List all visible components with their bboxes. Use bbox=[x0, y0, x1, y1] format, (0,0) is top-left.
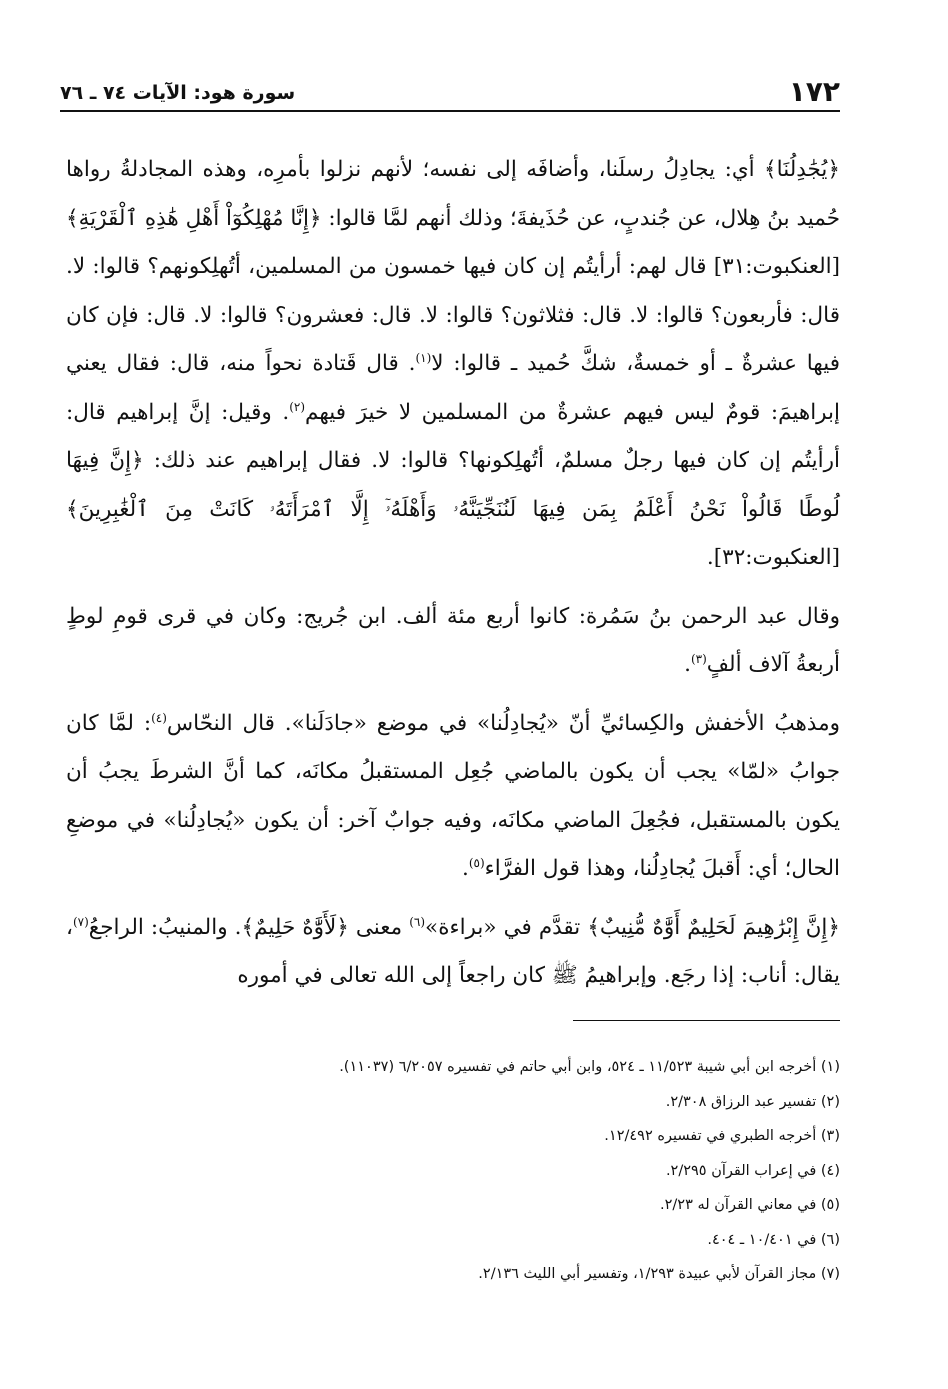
footnote-ref: (٧) bbox=[72, 914, 89, 929]
text-run: : لمَّا كان جوابُ «لمّا» يجب أن يكون بالماضي جُعِل المستقبلُ مكانَه، كما أنَّ الشرطَ يجبُ أن يكون بالمستقبل، فجُعِلَ الماضي مكانَه، وفيه جوابٌ آخر: أن يكون «يُجادِلُنا» في موضعِ الحال؛ أي: أَقبلَ يُجادِلُنا، وهذا قول الفرَّاء bbox=[66, 710, 840, 881]
footnote-ref: (٢) bbox=[289, 399, 306, 414]
footnote-7: (٧) مجاز القرآن لأبي عبيدة ١/٢٩٣، وتفسير أبي الليث ٢/١٣٦. bbox=[478, 1266, 840, 1282]
paragraph bbox=[66, 146, 840, 583]
text-run: ، يقال: أناب: إذا رجَع. وإبراهيمُ ﷺ كان راجعاً إلى الله تعالى في أموره bbox=[66, 914, 840, 988]
footnote-divider bbox=[573, 1020, 840, 1021]
main-text bbox=[66, 146, 840, 1001]
footnote-ref: (٦) bbox=[409, 914, 426, 929]
text-run: . bbox=[462, 856, 469, 881]
text-run: ﴿يُجَٰدِلُنَا﴾ أي: يجادِلُ رسلَنا، وأضافَه إلى نفسه؛ لأنهم نزلوا بأمرِه، وهذه المجادلةُ رواها حُميد بنُ هِلال، عن جُندبٍ، عن حُذَيفةَ؛ وذلك أنهم لمَّا قالوا: ﴿إِنَّا مُهْلِكُوٓاْ أَهْلِ هَٰذِهِ ٱلْقَرْيَةِ﴾ [العنكبوت:٣١] قال لهم: أرأيتُم إن كان فيها خمسون من المسلمين، أتُهلِكونهم؟ قالوا: لا. قال: فأربعون؟ قالوا: لا. قال: فثلاثون؟ قالوا: لا. قال: فعشرون؟ قالوا: لا. قال: فإن كان فيها عشرةٌ ـ أو خمسةٌ، شكَّ حُميد ـ قالوا: لا bbox=[66, 157, 840, 376]
paragraph bbox=[66, 904, 840, 1001]
text-run: . bbox=[684, 652, 691, 677]
footnote-6: (٦) في ١٠/٤٠١ ـ ٤٠٤. bbox=[707, 1231, 840, 1248]
text-run: وقال عبد الرحمن بنُ سَمُرة: كانوا أربع مئة ألف. ابن جُريج: وكان في قرى قومِ لوطٍ أربعةُ آلاف ألفٍ bbox=[66, 603, 840, 677]
footnote-4: (٤) في إعراب القرآن ٢/٢٩٥. bbox=[665, 1162, 840, 1179]
text-run: معنى ﴿لَأَوَّٰهٌ حَلِيمٌ﴾. والمنيبُ: الراجعُ bbox=[88, 914, 410, 940]
text-run: . قال قَتادة نحواً منه، قال: فقال يعني إبراهيمَ: قومٌ ليس فيهم عشرةٌ من المسلمين لا خيرَ فيهم bbox=[66, 351, 840, 425]
footnote-2: (٢) تفسير عبد الرزاق ٢/٣٠٨. bbox=[665, 1093, 840, 1110]
footnotes bbox=[140, 1050, 840, 1292]
sura-title: سورة هود: الآيات ٧٤ ـ ٧٦ bbox=[60, 82, 296, 104]
text-run: ﴿إِنَّ إِبْرَٰهِيمَ لَحَلِيمٌ أَوَّٰهٌ مُّنِيبٌ﴾ تقدَّم في «براءة» bbox=[425, 914, 840, 940]
footnote-ref: (١) bbox=[415, 350, 432, 365]
paragraph bbox=[66, 700, 840, 894]
text-run: ومذهبُ الأخفش والكِسائيِّ أنّ «يُجادِلُنا» في موضع «جادَلَنا». قال النحّاس bbox=[166, 710, 840, 736]
footnote-ref: (٣) bbox=[690, 651, 707, 666]
footnote-3: (٣) أخرجه الطبري في تفسيره ١٢/٤٩٢. bbox=[604, 1128, 840, 1144]
footnote-1: (١) أخرجه ابن أبي شيبة ١١/٥٢٣ ـ ٥٢٤، وابن أبي حاتم في تفسيره ٦/٢٠٥٧ (١١٠٣٧). bbox=[339, 1059, 840, 1075]
paragraph bbox=[66, 593, 840, 690]
footnote-ref: (٥) bbox=[468, 855, 485, 870]
footnote-5: (٥) في معاني القرآن له ٢/٢٣. bbox=[660, 1197, 840, 1213]
page-number: ١٧٢ bbox=[788, 75, 840, 108]
running-header bbox=[60, 70, 840, 112]
text-run: . وقيل: إنَّ إبراهيم قال: أرأيتُم إن كان فيها رجلٌ مسلمٌ، أتُهلِكونها؟ قالوا: لا. فقال إبراهيم عند ذلك: ﴿إِنَّ فِيهَا لُوطًا قَالُواْ نَحْنُ أَعْلَمُ بِمَن فِيهَا لَنُنَجِّيَنَّهُۥ وَأَهْلَهُۥٓ إِلَّا ٱمْرَأَتَهُۥ كَانَتْ مِنَ ٱلْغَٰبِرِينَ﴾ [العنكبوت:٣٢]. bbox=[66, 399, 840, 570]
footnote-ref: (٤) bbox=[151, 710, 167, 725]
